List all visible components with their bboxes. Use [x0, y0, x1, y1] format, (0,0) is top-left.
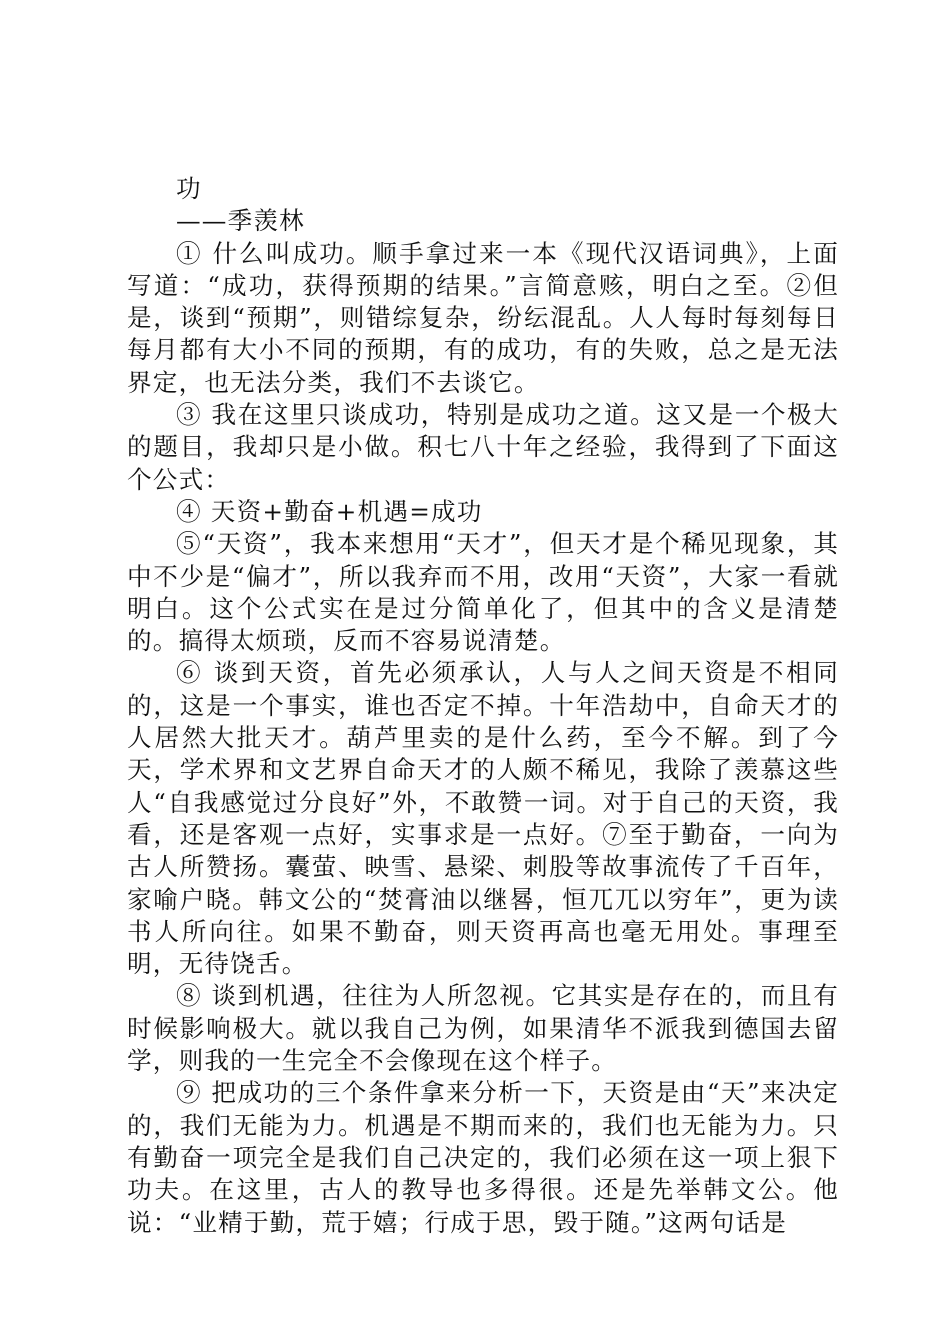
paragraph-6: ⑧ 谈到机遇，往往为人所忽视。它其实是存在的，而且有时候影响极大。就以我自己为例，如果清华不派我到德国去留学，则我的一生完全不会像现在这个样子。	[127, 981, 839, 1076]
essay-title: 功	[176, 174, 202, 203]
paragraph-4: ⑤“天资”，我本来想用“天才”，但天才是个稀见现象，其中不少是“偏才”，所以我弃而不用，改用“天资”，大家一看就明白。这个公式实在是过分简单化了，但其中的含义是清楚的。搞得太烦琐，反而不容易说清楚。	[127, 529, 839, 656]
paragraph-3: ④ 天资+勤奋+机遇=成功	[176, 496, 483, 526]
document-page	[127, 173, 839, 1239]
paragraph-5: ⑥ 谈到天资，首先必须承认，人与人之间天资是不相同的，这是一个事实，谁也否定不掉。十年浩劫中，自命天才的人居然大批天才。葫芦里卖的是什么药，至今不解。到了今天，学术界和文艺界自命天才的人颇不稀见，我除了羡慕这些人“自我感觉过分良好”外，不敢赞一词。对于自己的天资，我看，还是客观一点好，实事求是一点好。⑦至于勤奋，一向为古人所赞扬。囊萤、映雪、悬梁、刺股等故事流传了千百年，家喻户晓。韩文公的“焚膏油以继晷，恒兀兀以穷年”，更为读书人所向往。如果不勤奋，则天资再高也毫无用处。事理至明，无待饶舌。	[127, 658, 839, 979]
paragraph-2: ③ 我在这里只谈成功，特别是成功之道。这又是一个极大的题目，我却只是小做。积七八十年之经验，我得到了下面这个公式：	[127, 400, 839, 494]
essay-author: ——季羡林	[176, 206, 305, 236]
paragraph-1: ① 什么叫成功。顺手拿过来一本《现代汉语词典》，上面写道：“成功，获得预期的结果。”言简意赅，明白之至。②但是，谈到“预期”，则错综复杂，纷纭混乱。人人每时每刻每日每月都有大小不同的预期，有的成功，有的失败，总之是无法界定，也无法分类，我们不去谈它。	[127, 238, 839, 397]
paragraph-7: ⑨ 把成功的三个条件拿来分析一下，天资是由“天”来决定的，我们无能为力。机遇是不期而来的，我们也无能为力。只有勤奋一项完全是我们自己决定的，我们必须在这一项上狠下功夫。在这里，古人的教导也多得很。还是先举韩文公。他说：“业精于勤，荒于嬉；行成于思，毁于随。”这两句话是	[127, 1078, 839, 1237]
